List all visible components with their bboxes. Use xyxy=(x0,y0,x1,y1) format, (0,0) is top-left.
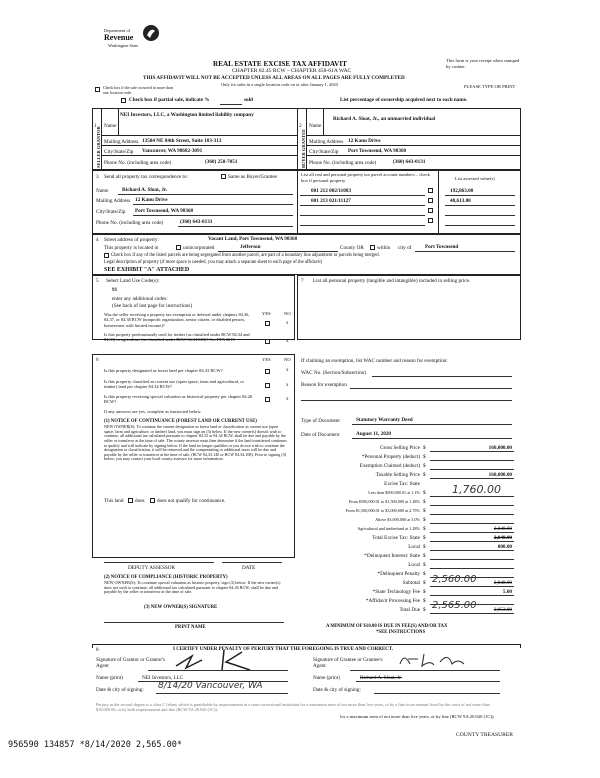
county-treasurer-label: COUNTY TREASURER xyxy=(456,732,514,738)
parcel-1-value[interactable]: 192,863.00 xyxy=(450,188,474,194)
corr-mailing-field[interactable]: 12 Kanu Drive xyxy=(135,197,168,203)
legal-label: Legal description of property (if more space is needed, you may attach a separate sheet to each page of the affidavit) xyxy=(104,260,323,265)
total-state-currency: $ xyxy=(423,535,426,541)
seller-name-label: Name xyxy=(104,123,117,129)
ag-value[interactable]: 2,048.00 xyxy=(493,526,512,532)
grantee-name-label: Name (print) xyxy=(313,675,340,681)
parcel-2-personal-checkbox[interactable] xyxy=(428,198,433,203)
partial-sale-checkbox[interactable] xyxy=(121,98,126,103)
total-due-label: Total Due xyxy=(399,607,420,613)
within-city-checkbox[interactable] xyxy=(370,245,375,250)
print-name-label: PRINT NAME xyxy=(175,625,206,630)
grantee-signature-label: Signature of Grantee or Grantee's Agent xyxy=(313,657,383,670)
multi-location-checkbox[interactable] xyxy=(95,87,100,92)
section-7 xyxy=(297,275,521,340)
total-state-value[interactable]: 2,048.00 xyxy=(493,535,512,541)
tier4-label: Above $3,000,000 at 3.0% xyxy=(375,517,420,522)
total-due-handwritten[interactable]: 2,565.00 xyxy=(432,600,477,611)
sold-label: sold xyxy=(244,97,253,103)
tier1-label: Less than $500,000.01 at 1.1% xyxy=(368,490,420,495)
receipt-stamp: 956590 134857 *8/14/2020 2,565.00* xyxy=(8,740,182,750)
partial-sale-label: Check box if partial sale, indicate % xyxy=(129,97,210,103)
perjury-note-short: for a maximum term of not more than five years, or by fine (RCW 9A.20.020 (1C)). xyxy=(340,714,495,719)
receipt-note: This form is your receipt when stamped by cashier. xyxy=(446,58,520,69)
tech-fee-label: *State Technology Fee xyxy=(372,589,420,595)
county-field[interactable]: Jefferson xyxy=(240,244,261,250)
corr-name-label: Name xyxy=(96,188,109,194)
does-not-checkbox[interactable] xyxy=(150,498,155,503)
parcel-header: List all real and personal property tax parcel account numbers – check box if personal property xyxy=(301,172,430,183)
tier3-currency: $ xyxy=(423,508,426,514)
s5-no-header: NO xyxy=(284,311,291,316)
tier3-label: From $1,500,000.01 to $3,000,000 at 2.75% xyxy=(345,508,420,513)
perjury-note: Perjury in the second degree is a class C felony which is punishable by imprisonment in a state correctional institution for a maximum term of not more than five years, or by a fine in an amount fixed by the court of not more than $10,000.00, or by both imprisonment and fine (RCW 9A.20.020 (1C)). xyxy=(96,702,490,713)
logo-line2: Revenue xyxy=(104,33,134,42)
s6-q1: Is this property designated as forest land per chapter 84.33 RCW? xyxy=(104,368,223,373)
land-use-label: Select Land Use Code(s): xyxy=(106,278,160,284)
seller-side-label: SELLER GRANTOR xyxy=(96,126,101,168)
ag-label: Agricultural and timberland at 1.28% xyxy=(357,526,420,531)
seller-name-field[interactable]: NEI Investors, LLC, a Washington limited liability company xyxy=(120,112,254,118)
parcel-3-personal-checkbox[interactable] xyxy=(428,208,433,213)
revenue-logo xyxy=(104,24,164,54)
personal-label: *Personal Property (deduct) xyxy=(361,454,420,460)
seller-city-label: City/State/Zip xyxy=(104,149,134,155)
taxable-currency: $ xyxy=(423,472,426,478)
ag-currency: $ xyxy=(423,526,426,532)
doc-type-label: Type of Document xyxy=(301,418,340,424)
section-1-number: 1 xyxy=(94,123,97,129)
deputy-date-label: DATE xyxy=(242,565,256,571)
local2-currency: $ xyxy=(423,562,426,568)
seller-phone-label: Phone No. (including area code) xyxy=(104,160,172,166)
section-4-number: 4 xyxy=(96,237,99,243)
corr-city-label: City/State/Zip xyxy=(96,209,126,215)
notice1-text: NEW OWNER(S): To continue the current designation as forest land or classification as current use (open space, farm and agriculture, or timber) land, you must sign on (3) below. If the new owner(s) doesn't wish to continue, all additional tax calculated pursuant to chapter 84.33 or 84.34 RCW, shall be due and payable by the seller or transferor at the time of sale. The county assessor must then determine if the land transferred continues to qualify and will indicate by signing below. If the land no longer qualifies or you do not wish to continue the designation or classification, it will be removed and the compensating or additional taxes will be due and payable by the seller or transferor at the time of sale. (RCW 84.33.140 or RCW 84.34.108). Prior to signing (3) below, you may contact your local county assessor for more information. xyxy=(104,424,287,462)
unincorporated-label: unincorporated xyxy=(183,245,215,251)
additional-codes-label: enter any additional codes: xyxy=(112,296,168,302)
grantor-name-label: Name (print) xyxy=(96,675,123,681)
only-for-note: Only for sales in a single location code on or after January 1, 2020 xyxy=(221,82,338,87)
s5-q1-no-mark[interactable]: x xyxy=(286,320,289,326)
notice2-title: (2) NOTICE OF COMPLIANCE (HISTORIC PROPERTY) xyxy=(104,575,228,580)
s5-q1-yes-checkbox[interactable] xyxy=(265,321,270,326)
logo-line3: Washington State xyxy=(108,43,139,48)
delinquent-penalty-currency: $ xyxy=(423,571,426,577)
form-title: REAL ESTATE EXCISE TAX AFFIDAVIT xyxy=(213,60,347,68)
tech-fee-currency: $ xyxy=(423,589,426,595)
seller-mailing-label: Mailing Address xyxy=(104,139,139,145)
doc-date-label: Date of Document xyxy=(301,432,340,438)
buyer-mailing-label: Mailing Address xyxy=(309,139,344,145)
within-label: within xyxy=(377,245,391,251)
does-label: does xyxy=(135,498,145,504)
unincorporated-checkbox[interactable] xyxy=(176,245,181,250)
city-field[interactable]: Port Townsend xyxy=(425,244,459,250)
taxable-label: Taxable Selling Price xyxy=(375,472,420,478)
subtotal-handwritten[interactable]: 2,560.00 xyxy=(432,574,477,585)
buyer-city-label: City/State/Zip xyxy=(309,149,339,155)
s5-q2: Is this property predominantly used for timber (as classified under RCW 84.34 and 84.33) or agriculture (as classified under RCW 84.34.020)? See ETA 3215 xyxy=(104,332,250,343)
s6-q2-no-mark[interactable]: x xyxy=(286,382,289,388)
section-2-number: 2 xyxy=(299,123,302,129)
corr-city-field[interactable]: Port Townsend, WA 98368 xyxy=(135,208,194,214)
buyer-phone-label: Phone No. (including area code) xyxy=(309,160,377,166)
grantee-signature[interactable] xyxy=(394,650,484,670)
form-warning: THIS AFFIDAVIT WILL NOT BE ACCEPTED UNLESS ALL AREAS ON ALL PAGES ARE FULLY COMPLETED xyxy=(143,75,405,81)
s6-q1-no-mark[interactable]: x xyxy=(286,367,289,373)
buyer-city-field[interactable]: Port Townsend, WA 98368 xyxy=(348,148,407,154)
exhibit-note: SEE EXHIBIT "A" ATTACHED xyxy=(104,267,190,273)
gross-label: Gross Selling Price xyxy=(379,445,420,451)
s6-no-header: NO xyxy=(284,357,291,362)
tier4-currency: $ xyxy=(423,517,426,523)
seller-mailing-field[interactable]: 13504 NE 84th Street, Suite 103-313 xyxy=(142,138,222,144)
section-3-number: 3 xyxy=(96,174,99,180)
corr-phone-field[interactable]: (360) 643-0131 xyxy=(180,219,213,225)
seller-city-field[interactable]: Vancouver, WA 98682-3091 xyxy=(142,148,203,154)
s5-q2-no-mark[interactable]: x xyxy=(286,338,289,344)
wac-no-label: WAC No. (Section/Subsection) xyxy=(301,370,366,376)
parcel-2-number[interactable]: 001 213 021/11127 xyxy=(311,198,351,204)
logo-line1: Department of xyxy=(104,28,131,33)
corr-phone-label: Phone No. (including area code) xyxy=(96,220,164,226)
delinquent-penalty-label: *Delinquent Penalty xyxy=(377,571,420,577)
notice2-text: NEW OWNER(S): To continue special valuation as historic property, sign (3) below. If the new owner(s) does not wish to continue, all additional tax calculated pursuant to chapter 84.26 RCW, shall be due and payable by the seller or transferor at the time of sale. xyxy=(104,580,281,595)
multi-location-label: Check box if the sale occurred in more than one location code. xyxy=(103,85,173,95)
minimum-note: A MINIMUM OF $10.00 IS DUE IN FEE(S) AND/OR TAX xyxy=(326,624,448,629)
taxable-value[interactable]: 160,000.00 xyxy=(488,472,512,478)
segregated-checkbox[interactable] xyxy=(104,253,109,258)
doc-date-field[interactable]: August 11, 2020 xyxy=(356,431,392,437)
form-chapter: CHAPTER 82.45 RCW – CHAPTER 458-61A WAC xyxy=(232,68,352,74)
s5-q2-yes-checkbox[interactable] xyxy=(265,339,270,344)
subtotal-currency: $ xyxy=(423,580,426,586)
certify-statement: I CERTIFY UNDER PENALTY OF PERJURY THAT THE FOREGOING IS TRUE AND CORRECT. xyxy=(173,647,394,652)
total-due-value[interactable]: 2,853.00 xyxy=(493,607,512,613)
correspondence-label: Send all property tax correspondence to: xyxy=(104,174,188,180)
buyer-name-field[interactable]: Richard A. Sloat, Jr., an unmarried individual xyxy=(333,116,436,122)
section-8-number: 8 xyxy=(96,647,99,653)
subtotal-value[interactable]: 2,848.00 xyxy=(493,580,512,586)
s6-yes-header: YES xyxy=(262,357,271,362)
personal-currency: $ xyxy=(423,454,426,460)
wac-claim-label: If claiming an exemption, list WAC number and reason for exemption: xyxy=(301,358,448,364)
total-due-currency: $ xyxy=(423,607,426,613)
tech-fee-value[interactable]: 5.00 xyxy=(502,589,512,595)
section-5-number: 5 xyxy=(96,278,99,284)
processing-fee-currency: $ xyxy=(423,598,426,604)
section-7-number: 7 xyxy=(301,278,304,284)
total-state-label: Total Excise Tax: State xyxy=(372,535,420,541)
buyer-phone-field[interactable]: (360) 643-0131 xyxy=(393,159,426,165)
gross-value[interactable]: 160,000.00 xyxy=(488,445,512,451)
local-value[interactable]: 800.00 xyxy=(497,544,512,550)
personal-property-label: List all personal property (tangible and intangible) included in selling price. xyxy=(313,278,471,284)
s6-q2: Is this property classified as current use (open space, farm and agricultural, or timber) land per chapter 84.34 RCW? xyxy=(104,379,244,390)
buyer-mailing-field[interactable]: 12 Kanu Drive xyxy=(348,138,381,144)
subtotal-label: Subtotal xyxy=(402,580,420,586)
land-does-label: This land xyxy=(104,498,124,504)
revenue-seal-icon xyxy=(142,24,160,42)
exemption-label: Exemption Claimed (deduct) xyxy=(359,463,420,469)
grantor-date-label: Date & city of signing: xyxy=(96,687,144,693)
delinquent-interest-currency: $ xyxy=(423,553,426,559)
grantor-name-field[interactable]: NEI Investors, LLC xyxy=(142,675,184,681)
print-note: PLEASE TYPE OR PRINT xyxy=(464,84,516,89)
gross-currency: $ xyxy=(423,445,426,451)
same-as-buyer-label: Same as Buyer/Grantee xyxy=(228,174,277,180)
street-field[interactable]: Vacant Land, Port Townsend, WA 98368 xyxy=(208,236,298,242)
delinquent-interest-label: *Delinquent Interest: State xyxy=(364,553,420,559)
new-owner-signature-label: (3) NEW OWNER(S) SIGNATURE xyxy=(144,605,218,610)
tier2-currency: $ xyxy=(423,499,426,505)
grantor-signature-label: Signature of Grantor or Grantor's Agent xyxy=(96,657,165,670)
exemption-currency: $ xyxy=(423,463,426,469)
s6-q3: Is this property receiving special valuation as historical property per chapter 84.26 RCW? xyxy=(104,394,253,405)
deputy-assessor-label: DEPUTY ASSESSOR xyxy=(128,565,175,571)
ownership-note: List percentage of ownership acquired next to each name. xyxy=(340,97,468,103)
s6-q1-yes-checkbox[interactable] xyxy=(265,369,270,374)
county-or-label: County OR xyxy=(340,245,364,251)
see-back-note: (See back of last page for instructions) xyxy=(112,303,193,309)
s6-q2-yes-checkbox[interactable] xyxy=(265,383,270,388)
section-6-number: 6 xyxy=(96,357,99,363)
excise-state-label: Excise Tax: State xyxy=(384,481,420,487)
assessed-header: List assessed value(s) xyxy=(455,176,495,181)
grantee-date-label: Date & city of signing: xyxy=(313,687,361,693)
parcel-4-personal-checkbox[interactable] xyxy=(428,218,433,223)
parcel-2-value[interactable]: 48,613.00 xyxy=(450,198,471,204)
street-label: Street address of property: xyxy=(104,237,159,243)
processing-fee-label: *Affidavit Processing Fee xyxy=(365,598,420,604)
buyer-side-label: BUYER GRANTEE xyxy=(301,128,306,168)
local-currency: $ xyxy=(423,544,426,550)
tier1-currency: $ xyxy=(423,490,426,496)
corr-name-field[interactable]: Richard A. Sloat, Jr. xyxy=(122,187,168,193)
buyer-name-label: Name xyxy=(309,123,322,129)
local2-label: Local xyxy=(408,562,420,568)
grantor-date-field[interactable]: 8/14/20 Vancouver, WA xyxy=(158,681,263,691)
notice1-title: (1) NOTICE OF CONTINUANCE (FOREST LAND OR CURRENT USE) xyxy=(104,419,257,424)
does-not-label: does not qualify for continuance. xyxy=(157,498,226,504)
doc-type-field[interactable]: Statutory Warranty Deed xyxy=(356,417,413,423)
tier2-label: From $500,000.01 to $1,500,000 at 1.28% xyxy=(348,499,420,504)
grantee-name-field[interactable]: Richard A. Sloat, Jr. xyxy=(360,675,402,681)
same-as-buyer-checkbox[interactable] xyxy=(221,174,226,179)
s6-q3-yes-checkbox[interactable] xyxy=(265,397,270,402)
located-label: This property is located in xyxy=(104,245,159,251)
reason-label: Reason for exemption xyxy=(301,382,347,388)
seller-phone-field[interactable]: (360) 258-7051 xyxy=(205,159,238,165)
see-instructions: *SEE INSTRUCTIONS xyxy=(376,630,426,635)
segregated-label: Check box if any of the listed parcels are being segregated from another parcel, are part of a boundary line adjustment or parcels being merged. xyxy=(111,253,380,258)
s5-yes-header: YES xyxy=(262,311,271,316)
parcel-1-personal-checkbox[interactable] xyxy=(428,188,433,193)
city-of-label: city of xyxy=(398,245,412,251)
if-yes-note: If any answers are yes, complete as instructed below. xyxy=(104,409,202,414)
corr-mailing-label: Mailing Address xyxy=(96,198,131,204)
tier1-handwritten[interactable]: 1,760.00 xyxy=(452,483,501,496)
land-use-field[interactable]: 91 xyxy=(112,287,118,293)
local-label: Local xyxy=(408,544,420,550)
parcel-1-number[interactable]: 001 212 002/11083 xyxy=(311,188,352,194)
s6-q3-no-mark[interactable]: x xyxy=(286,396,289,402)
does-checkbox[interactable] xyxy=(128,498,133,503)
s5-q1: Was the seller receiving a property tax exemption or deferral under chapters 84.36, 84.37, or 84.38 RCW (nonprofit organization, senior citizen, or disabled person, homeowner with limited income)? xyxy=(104,312,250,328)
